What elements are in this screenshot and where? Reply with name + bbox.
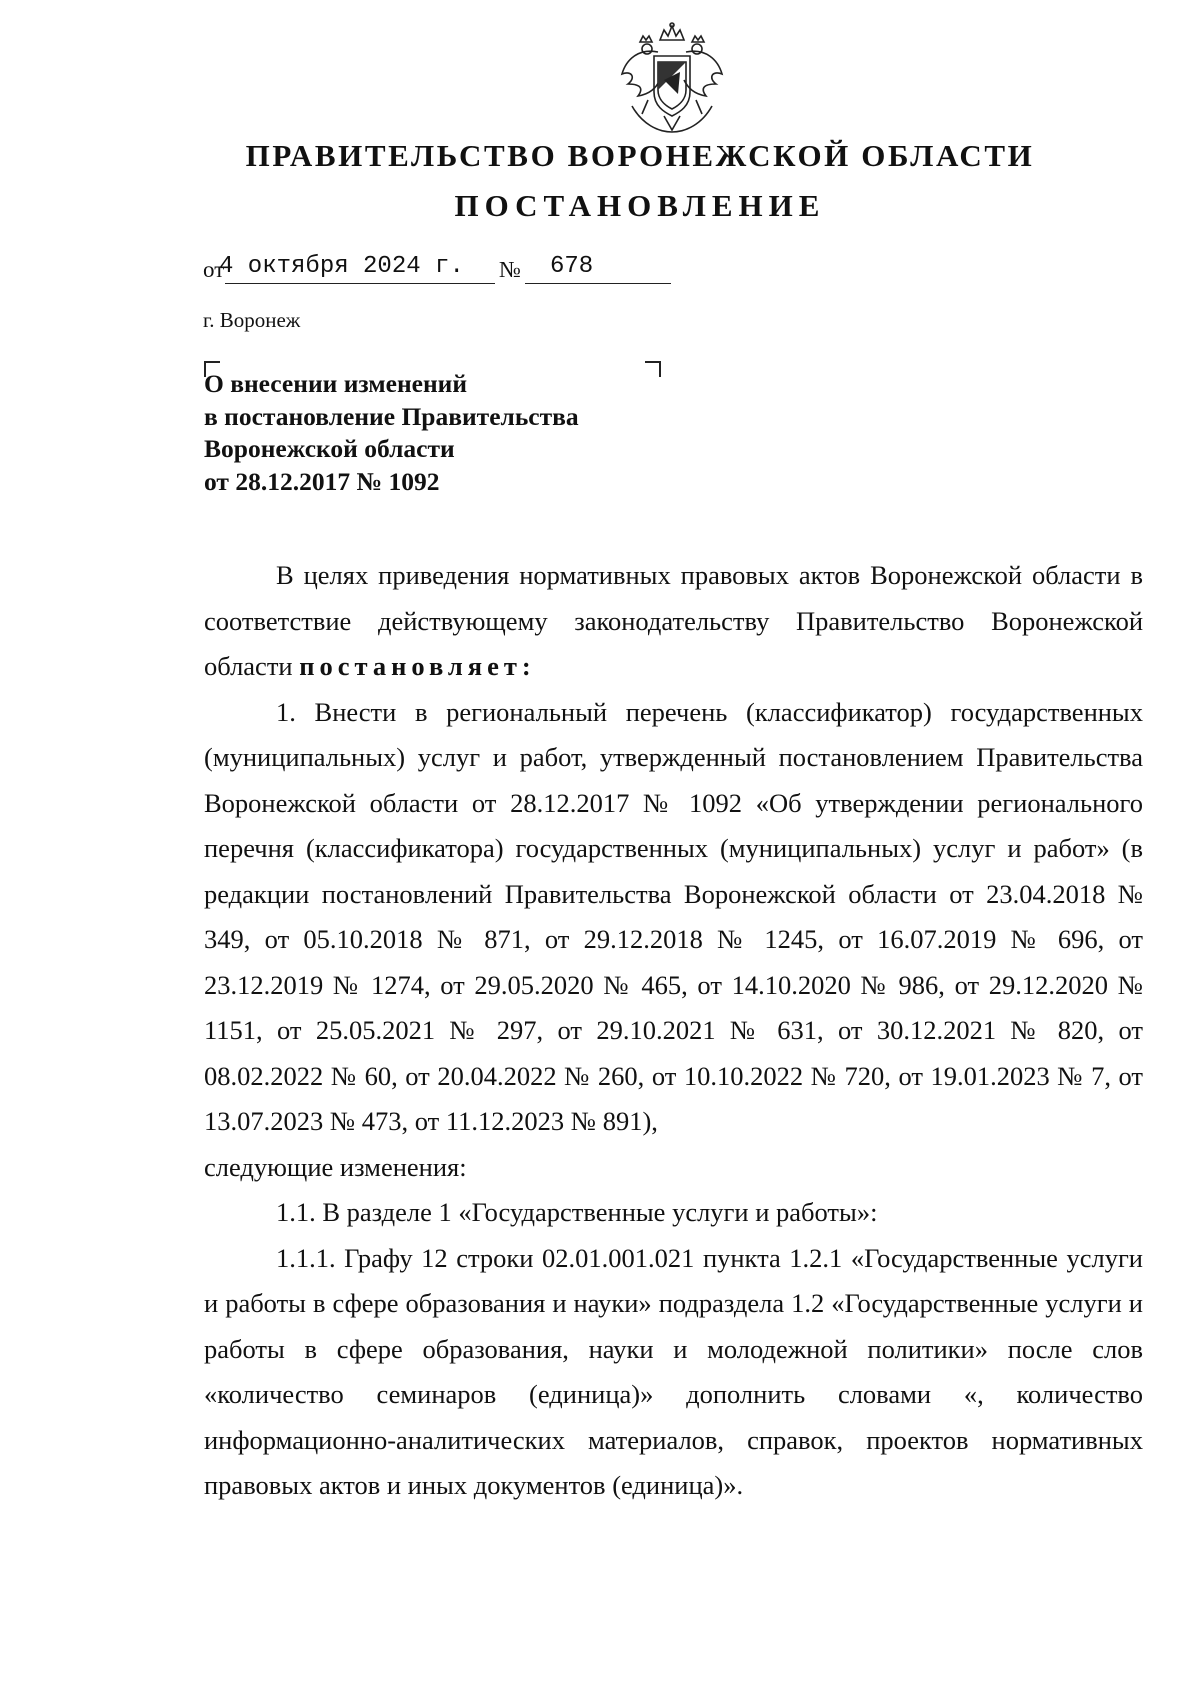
coat-of-arms-emblem	[618, 22, 726, 134]
subject-line: от 28.12.2017 № 1092	[204, 466, 440, 496]
document-type-title: ПОСТАНОВЛЕНИЕ	[454, 188, 826, 223]
item-1-1-1-paragraph: 1.1.1. Графу 12 строки 02.01.001.021 пункта 1.2.1 «Государственные услуги и работы в сфере образования и науки» подраздела 1.2 «Государственные услуги и работы в сфере образования, науки и молодежной политики» после слов «количество семинаров (единица)» дополнить словами «, количество информационно-аналитических материалов, справок, проектов нормативных правовых актов и иных документов (единица)».	[204, 1242, 1143, 1500]
preamble-text: В целях приведения нормативных правовых актов Воронежской области в соответствие действующему законодательству Правительство Воронежской области	[204, 560, 1143, 681]
preamble-verb: постановляет:	[299, 651, 536, 681]
document-body	[204, 553, 1143, 1509]
document-number: 678	[550, 253, 594, 280]
subject-line: в постановление Правительства	[204, 401, 579, 431]
subject-corner-mark-right	[645, 361, 661, 377]
document-date: 4 октября 2024 г.	[219, 253, 464, 280]
organization-title: ПРАВИТЕЛЬСТВО ВОРОНЕЖСКОЙ ОБЛАСТИ	[245, 138, 1035, 173]
place-of-issue: г. Воронеж	[203, 308, 301, 332]
subject-line: О внесении изменений	[204, 369, 468, 398]
preamble-paragraph	[204, 553, 1143, 690]
number-label: №	[499, 257, 521, 282]
document-subject	[204, 368, 579, 498]
subject-line: Воронежской области	[204, 434, 455, 463]
number-underline	[525, 283, 671, 284]
date-from-label: от	[203, 257, 225, 282]
date-underline	[225, 283, 495, 284]
item-1-tail: следующие изменения:	[204, 1151, 467, 1182]
item-1-1-paragraph: 1.1. В разделе 1 «Государственные услуги и работы»:	[276, 1197, 878, 1227]
item-1-paragraph: 1. Внести в региональный перечень (классификатор) государственных (муниципальных) услуг и работ, утвержденный постановлением Правительства Воронежской области от 28.12.2017 № 1092 «Об утверждении регионального перечня (классификатора) государственных (муниципальных) услуг и работ» (в редакции постановлений Правительства Воронежской области от 23.04.2018 № 349, от 05.10.2018 № 871, от 29.12.2018 № 1245, от 16.07.2019 № 696, от 23.12.2019 № 1274, от 29.05.2020 № 465, от 14.10.2020 № 986, от 29.12.2020 № 1151, от 25.05.2021 № 297, от 29.10.2021 № 631, от 30.12.2021 № 820, от 08.02.2022 № 60, от 20.04.2022 № 260, от 10.10.2022 № 720, от 19.01.2023 № 7, от 13.07.2023 № 473, от 11.12.2023 № 891),	[204, 696, 1143, 1136]
date-number-line	[203, 252, 683, 286]
